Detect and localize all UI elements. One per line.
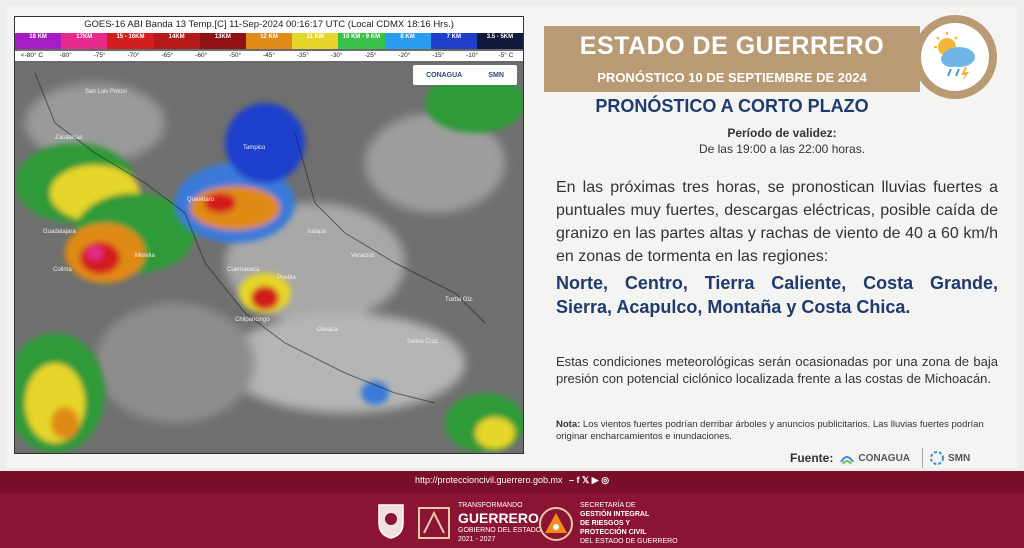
map-place-label: Zacatecas <box>55 135 83 141</box>
temp-label: -45° <box>262 52 275 59</box>
altitude-scale <box>15 33 523 49</box>
temp-label: -10° <box>466 52 479 59</box>
temperature-scale <box>15 51 523 61</box>
civil-protection-logo <box>538 501 678 546</box>
temp-label: -30° <box>330 52 343 59</box>
scale-segment: 15 - 16KM <box>107 33 153 49</box>
temp-label: -60° <box>195 52 208 59</box>
url-bar <box>0 471 1024 493</box>
sec-line-3: DE RIESGOS Y <box>580 520 631 527</box>
header-banner <box>544 26 920 92</box>
temp-label: -70° <box>127 52 140 59</box>
temp-label: -25° <box>364 52 377 59</box>
regions-text: Norte, Centro, Tierra Caliente, Costa Grande, Sierra, Acapulco, Montaña y Costa Chica. <box>556 273 998 317</box>
validity-text: De las 19:00 a las 22:00 horas. <box>698 142 866 156</box>
note <box>556 419 998 443</box>
page-title: ESTADO DE GUERRERO <box>579 32 885 60</box>
source-label: Fuente: <box>790 451 834 465</box>
footer <box>0 493 1024 548</box>
temp-label: -5° C <box>498 52 514 59</box>
smn-source-label: SMN <box>948 452 971 464</box>
scale-segment: 10 KM - 9 KM <box>338 33 384 49</box>
scale-segment: 12 KM <box>246 33 292 49</box>
civil-protection-icon <box>538 506 574 542</box>
satellite-logos <box>413 65 517 85</box>
state-seal-icon <box>376 501 406 539</box>
smn-icon <box>929 450 945 466</box>
gov-tagline: TRANSFORMANDO <box>458 502 523 509</box>
smn-logo: SMN <box>488 71 504 79</box>
sec-line-2: GESTIÓN INTEGRAL <box>580 511 650 518</box>
map-place-label: Oaxaca <box>317 327 338 333</box>
map-place-label: Querétaro <box>187 197 215 203</box>
satellite-map <box>15 63 523 453</box>
map-place-label: Tuxtla Gtz. <box>445 297 474 303</box>
url-row <box>0 475 1024 486</box>
smn-source-logo <box>929 450 970 466</box>
temp-label: -20° <box>398 52 411 59</box>
conagua-source-logo <box>839 450 910 466</box>
source-row <box>790 446 1008 470</box>
conagua-logo: CONAGUA <box>426 71 463 79</box>
website-link[interactable]: http://proteccioncivil.guerrero.gob.mx <box>414 475 563 485</box>
temp-label: -50° <box>229 52 242 59</box>
map-place-label: Cuernavaca <box>227 267 260 273</box>
map-place-label: Veracruz <box>351 253 375 259</box>
note-label: Nota: <box>556 419 581 430</box>
temp-label: -65° <box>161 52 174 59</box>
government-logo <box>416 501 541 544</box>
scale-segment: 14KM <box>154 33 200 49</box>
map-place-label: Xalapa <box>307 229 326 235</box>
weather-badge <box>913 15 997 99</box>
validity-label: Período de validez: <box>727 126 837 140</box>
scale-segment: 11 KM <box>292 33 338 49</box>
sec-line-4: PROTECCIÓN CIVIL <box>580 529 647 536</box>
conagua-source-label: CONAGUA <box>858 452 911 464</box>
source-separator <box>922 448 923 468</box>
conagua-icon <box>839 450 855 466</box>
scale-segment: 18 KM <box>15 33 61 49</box>
gov-name: GUERRERO <box>458 510 539 526</box>
scale-segment: 7 KM <box>431 33 477 49</box>
gov-years: 2021 - 2027 <box>458 536 496 543</box>
sec-line-1: SECRETARÍA DE <box>580 502 636 509</box>
rain-cloud-sun-icon <box>921 23 989 91</box>
note-text: Los vientos fuertes podrían derribar árboles y anuncios publicitarios. Las lluvias fuertes podrían originar encharcamientos e inundaciones. <box>556 419 984 442</box>
sec-line-5: DEL ESTADO DE GUERRERO <box>580 538 678 545</box>
section-title: PRONÓSTICO A CORTO PLAZO <box>595 96 869 116</box>
map-place-label: Morelia <box>135 253 155 259</box>
page-subtitle: PRONÓSTICO 10 DE SEPTIEMBRE DE 2024 <box>597 70 867 85</box>
satellite-image-panel <box>14 16 524 454</box>
guerrero-emblem-icon <box>416 505 452 541</box>
map-place-label: Colima <box>53 267 72 273</box>
map-place-label: Puebla <box>277 275 296 281</box>
scale-segment: 13KM <box>200 33 246 49</box>
temp-label: -75° <box>93 52 106 59</box>
forecast-text: En las próximas tres horas, se pronostican lluvias fuertes a puntuales muy fuertes, descargas eléctricas, posible caída de granizo en las partes altas y rachas de viento de 40 a 60 km/h en zonas de tormenta en las regiones: <box>556 179 998 265</box>
scale-segment: 8 KM <box>385 33 431 49</box>
map-place-label: Guadalajara <box>43 229 76 235</box>
temp-label: -80° <box>59 52 72 59</box>
satellite-title: GOES-16 ABI Banda 13 Temp.[C] 11-Sep-2024 00:16:17 UTC (Local CDMX 18:16 Hrs.) <box>15 17 523 33</box>
map-place-label: Salina Cruz <box>407 339 439 345</box>
map-place-label: San Luis Potosí <box>85 89 128 95</box>
map-place-label: Chilpancingo <box>235 317 270 323</box>
state-seal <box>376 501 406 539</box>
gov-subtitle: GOBIERNO DEL ESTADO <box>458 527 542 534</box>
scale-segment: 17KM <box>61 33 107 49</box>
temp-label: -15° <box>432 52 445 59</box>
cause-text: Estas condiciones meteorológicas serán ocasionadas por una zona de baja presión con potencial ciclónico localizada frente a las costas de Michoacán. <box>556 354 998 386</box>
scale-segment: 3.5 - 5KM <box>477 33 523 49</box>
social-icons[interactable]: – f 𝕏 ▶ ◎ <box>569 475 610 485</box>
temp-label: <-80° C <box>20 52 44 59</box>
temp-label: -35° <box>296 52 309 59</box>
map-place-label: Tampico <box>243 145 266 151</box>
